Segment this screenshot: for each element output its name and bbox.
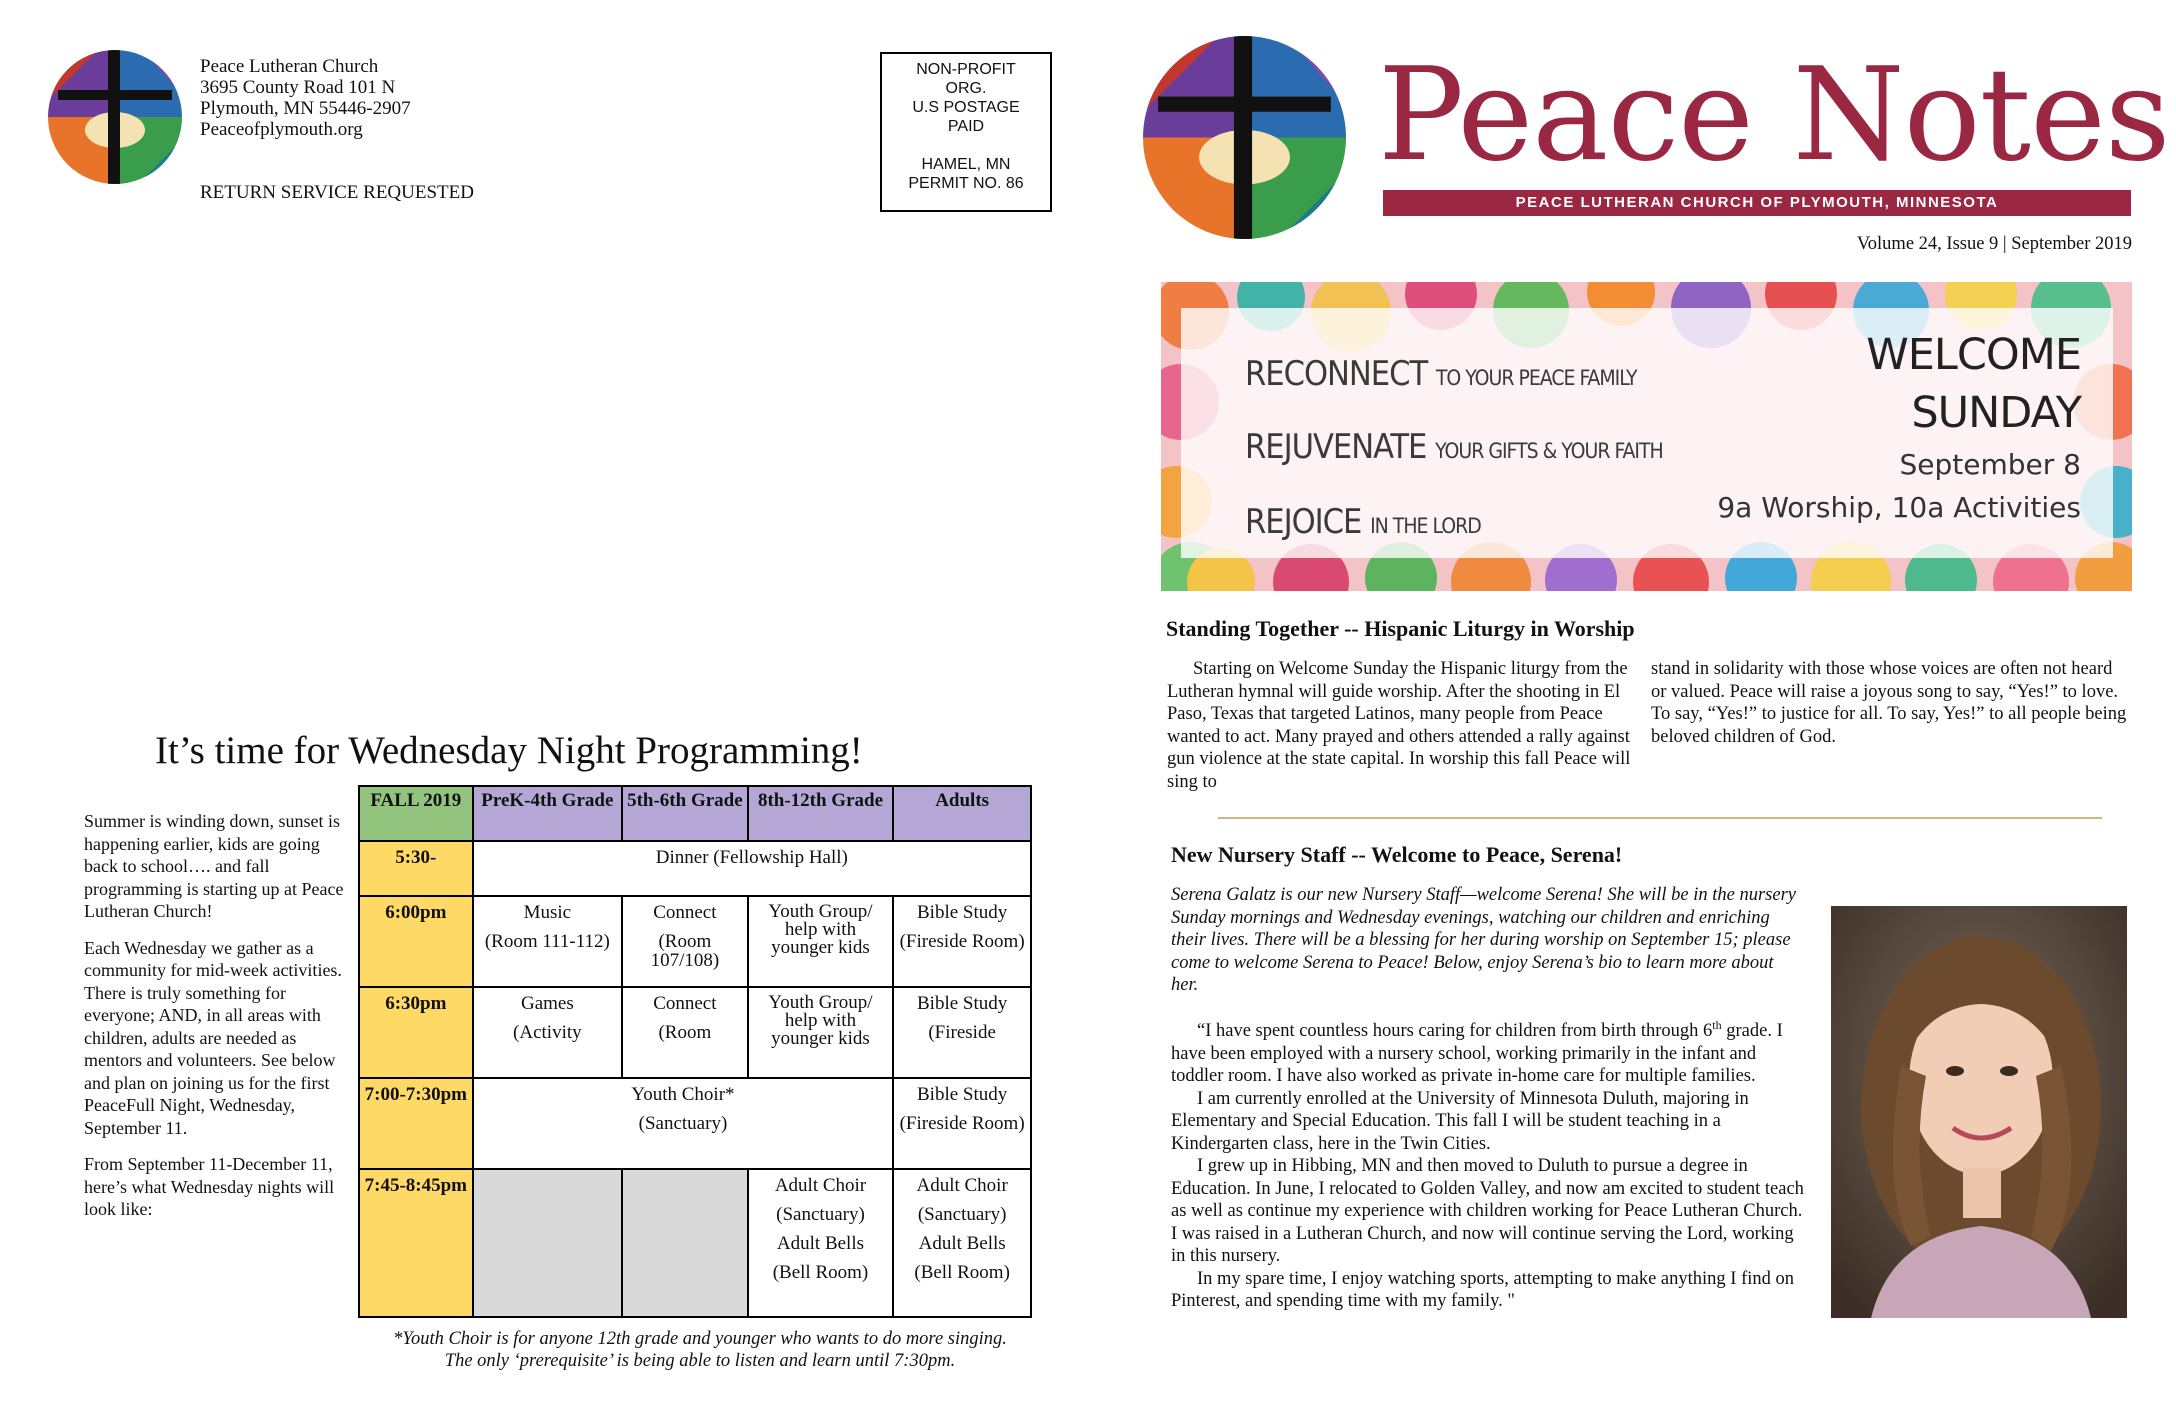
rejoice-word: REJOICE (1245, 502, 1362, 542)
reconnect-word: RECONNECT (1245, 354, 1428, 394)
postage-line: PERMIT NO. 86 (908, 175, 1024, 192)
programming-title: It’s time for Wednesday Night Programming! (155, 729, 863, 772)
church-city: Plymouth, MN 55446-2907 (200, 98, 411, 119)
schedule-header: FALL 2019 (359, 786, 473, 841)
serena-portrait-photo (1831, 906, 2127, 1318)
newsletter-subtitle-bar: PEACE LUTHERAN CHURCH OF PLYMOUTH, MINNESOTA (1383, 190, 2131, 216)
church-street: 3695 County Road 101 N (200, 77, 396, 98)
cell-line: (Sanctuary) (776, 1204, 865, 1225)
cell-line: Connect (653, 902, 717, 923)
schedule-cell (473, 896, 622, 987)
schedule-header: PreK-4th Grade (473, 786, 622, 841)
cell-line: (Bell Room) (914, 1262, 1010, 1283)
schedule-time: 7:00-7:30pm (359, 1078, 473, 1169)
cell-line: Bible Study (917, 993, 1008, 1014)
schedule-header: Adults (893, 786, 1031, 841)
youth-choir-footnote: The only ‘prerequisite’ is being able to listen and learn until 7:30pm. (444, 1351, 956, 1371)
cell-line: Connect (653, 993, 717, 1014)
reconnect-line (1245, 354, 1636, 394)
cell-line: Adult Choir (774, 1175, 867, 1196)
welcome-date: September 8 (1899, 448, 2081, 481)
rejuvenate-word: REJUVENATE (1245, 427, 1427, 467)
schedule-table (358, 785, 1032, 1318)
rejuvenate-line (1245, 427, 1663, 467)
article-column: stand in solidarity with those whose voices are often not heard or valued. Peace will raise a joyous song to say, “Yes!” to love. To say, “Yes!” to justice for all. To say, Yes!” to all people being beloved children of God. (1651, 659, 2127, 747)
cell-line: (Activity (513, 1022, 582, 1043)
cell-line: (Sanctuary) (917, 1204, 1007, 1225)
schedule-cell (473, 987, 622, 1078)
bio-paragraph: I am currently enrolled at the University of Minnesota Duluth, majoring in Elementary and Special Education. This fall I will be student teaching in a Kindergarten class, here in the Twin Cities. (1171, 1088, 1749, 1154)
rejoice-line (1245, 502, 1481, 542)
bio-paragraph (1171, 1017, 1811, 1088)
cell-line: (Room 111-112) (484, 931, 610, 952)
schedule-cell: Dinner (Fellowship Hall) (473, 841, 1031, 896)
cell-line: Music (523, 902, 572, 923)
postage-line: U.S POSTAGE (912, 99, 1020, 116)
article-heading: Standing Together -- Hispanic Liturgy in Worship (1166, 616, 1635, 641)
bio-text: grade. I have been employed with a nursery school, working primarily in the infant and toddler room. I have also worked as private in-home care for multiple families. (1171, 1021, 1783, 1086)
programming-intro: Each Wednesday we gather as a community for mid-week activities. There is truly something for everyone; AND, in all areas with children, adults are needed as mentors and volunteers. See below and plan on joining us for the first PeaceFull Night, Wednesday, September 11. (84, 937, 342, 1138)
schedule-empty-cell (473, 1169, 622, 1317)
schedule-cell (748, 1169, 894, 1317)
cell-line: Bible Study (917, 1084, 1008, 1105)
cell-line: (Bell Room) (772, 1262, 869, 1283)
church-website[interactable]: Peaceofplymouth.org (200, 119, 363, 140)
nursery-intro: Serena Galatz is our new Nursery Staff—welcome Serena! She will be in the nursery Sunday mornings and Wednesday evenings, watching our children and enriching their lives. There will be a blessing for her during worship on September 15; please come to welcome Serena to Peace! Below, enjoy Serena’s bio to learn more about her. (1171, 885, 1796, 995)
postage-permit-box (880, 52, 1052, 212)
welcome-times: 9a Worship, 10a Activities (1717, 491, 2081, 524)
bio-paragraph: I grew up in Hibbing, MN and then moved to Duluth to pursue a degree in Education. In June, I relocated to Golden Valley, and now am excited to student teach as well as continue my experience with children working for Peace Lutheran Church. I was raised in a Lutheran Church, and now will continue serving the Lord, working in this nursery. (1171, 1156, 1804, 1266)
cell-line: Games (520, 993, 574, 1014)
schedule-cell: Youth Group/ help with younger kids (748, 896, 894, 987)
schedule-cell (893, 1078, 1031, 1169)
schedule-time: 6:00pm (359, 896, 473, 987)
cell-line: (Room 107/108) (650, 931, 720, 971)
cell-line: (Fireside Room) (899, 931, 1025, 952)
programming-intro: Summer is winding down, sunset is happening earlier, kids are going back to school…. and fall programming is starting up at Peace Lutheran Church! (84, 811, 344, 921)
cell-line: Adult Choir (916, 1175, 1008, 1196)
schedule-time: 7:45-8:45pm (359, 1169, 473, 1317)
schedule-empty-cell (622, 1169, 748, 1317)
rejoice-tagline: IN THE LORD (1370, 514, 1481, 538)
article-heading: New Nursery Staff -- Welcome to Peace, Serena! (1171, 842, 1623, 867)
schedule-cell (893, 987, 1031, 1078)
schedule-cell (893, 896, 1031, 987)
postage-line: NON-PROFIT (916, 61, 1016, 78)
bio-paragraph: In my spare time, I enjoy watching sports, attempting to make anything I find on Pinterest, and spending time with my family. " (1171, 1268, 1795, 1311)
postage-line: PAID (947, 118, 985, 135)
programming-intro: From September 11-December 11, here’s what Wednesday nights will look like: (84, 1154, 335, 1219)
schedule-cell (473, 1078, 894, 1169)
schedule-cell: Youth Group/ help with younger kids (748, 987, 894, 1078)
cell-line: Youth Choir* (631, 1084, 735, 1105)
schedule-header: 5th-6th Grade (622, 786, 748, 841)
church-logo (48, 50, 182, 184)
postage-line: ORG. (945, 80, 987, 97)
cell-line: Bible Study (917, 902, 1008, 923)
newsletter-title: Peace Notes (1378, 41, 2170, 190)
schedule-time: 5:30- (359, 841, 473, 896)
cell-line: Adult Bells (776, 1233, 865, 1254)
cell-line: Adult Bells (918, 1233, 1006, 1254)
postage-line (882, 136, 1050, 155)
church-name: Peace Lutheran Church (200, 56, 379, 77)
rejuvenate-tagline: YOUR GIFTS & YOUR FAITH (1435, 439, 1663, 463)
welcome-sunday-banner (1161, 282, 2132, 591)
schedule-header: 8th-12th Grade (748, 786, 894, 841)
welcome-heading: WELCOME (1866, 330, 2081, 380)
youth-choir-footnote: *Youth Choir is for anyone 12th grade and younger who wants to do more singing. (393, 1329, 1007, 1349)
cell-line: (Room (658, 1022, 712, 1043)
reconnect-tagline: TO YOUR PEACE FAMILY (1435, 366, 1637, 390)
issue-info: Volume 24, Issue 9 | September 2019 (1856, 234, 2132, 254)
schedule-time: 6:30pm (359, 987, 473, 1078)
postage-line: HAMEL, MN (921, 156, 1011, 173)
schedule-cell (622, 896, 748, 987)
schedule-cell (622, 987, 748, 1078)
cell-line: (Fireside Room) (899, 1113, 1025, 1134)
cell-line: (Fireside (928, 1022, 996, 1043)
section-divider (1218, 817, 2102, 819)
sunday-heading: SUNDAY (1911, 388, 2081, 438)
church-logo (1143, 36, 1346, 239)
article-column: Starting on Welcome Sunday the Hispanic liturgy from the Lutheran hymnal will guide worship. After the shooting in El Paso, Texas that targeted Latinos, many people from Peace wanted to act. Many prayed and others attended a rally against gun violence at the state capital. In worship this fall Peace will sing to (1167, 659, 1631, 792)
schedule-cell (893, 1169, 1031, 1317)
bio-text: “I have spent countless hours caring for children from birth through 6 (1197, 1021, 1713, 1041)
bio-superscript: th (1712, 1017, 1722, 1032)
return-service-text: RETURN SERVICE REQUESTED (200, 182, 474, 203)
cell-line: (Sanctuary) (638, 1113, 728, 1134)
